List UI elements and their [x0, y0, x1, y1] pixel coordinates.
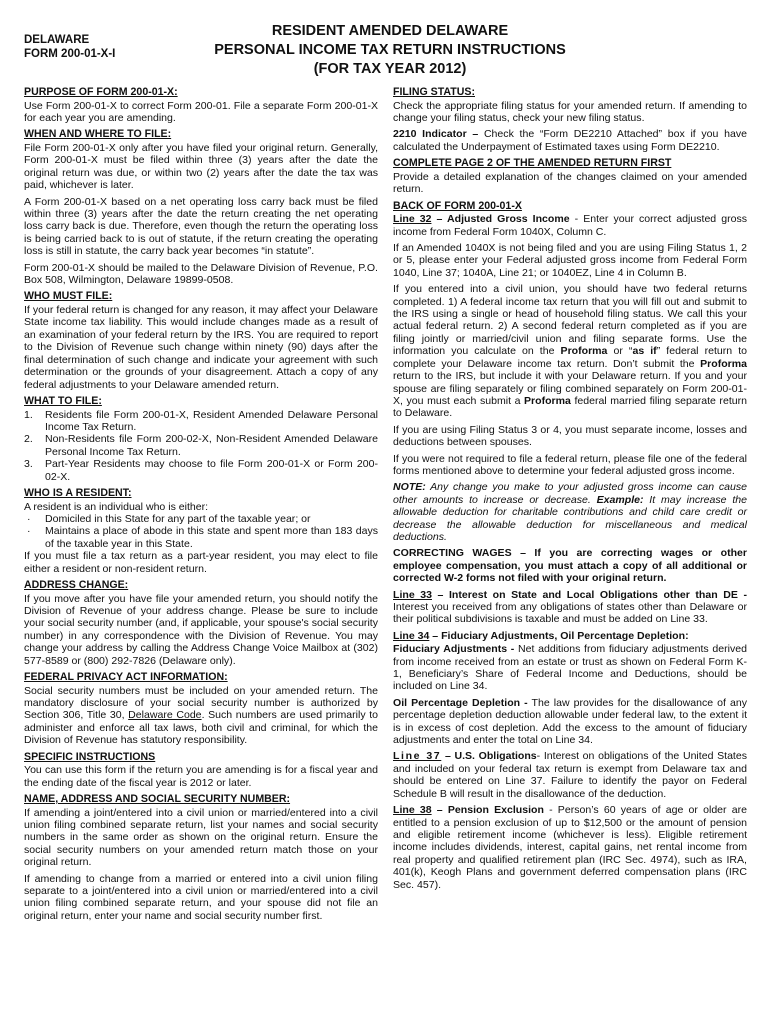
civil-union-text: If you entered into a civil union, you should have two federal returns completed. 1) A federal income tax return that you will fill out and submit to the IRS using a single or head of household filing status. We call this your actual federal return. 2) A second federal return completed as if you are filing jointly or married/civil union and filing separate forms. Use the information you calculate on the Proforma or “as if” federal return to complete your Delaware income tax return. Don’t submit the Proforma return to the IRS, but include it with your Delaware return. If you and your spouse are filing separately or filing combined separately on Form 200-01-X, you must each submit a Proforma federal married filing separate return to Delaware.	[393, 283, 748, 420]
form-identifier	[24, 33, 115, 61]
list-item: 3. Part-Year Residents may choose to file Form 200-01-X or Form 200-02-X.	[24, 458, 378, 483]
specific-text: You can use this form if the return you are amending is for a fiscal year and the ending date of the fiscal year is 2012 or later.	[24, 764, 378, 789]
when-text-3: Form 200-01-X should be mailed to the Delaware Division of Revenue, P.O. Box 508, Wilmington, Delaware 19899-0508.	[24, 261, 378, 287]
address-text: If you move after you have file your amended return, you should notify the Division of Revenue of your address change. Please be sure to include your social security number (and, if applicable, your spouse's social security number) in any correspondence with the Division of Revenue. You may change your address by calling the Address Change Voice Mailbox at (302) 577-8589 or (800) 292-7826 (Delaware only).	[24, 592, 378, 667]
resident-heading: WHO IS A RESIDENT:	[24, 486, 132, 499]
list-item: · Maintains a place of abode in this state and spent more than 183 days of the taxable year in this State.	[27, 525, 378, 550]
filing-text: Check the appropriate filing status for your amended return. If amending to change your filing status, check your new filing status.	[393, 99, 747, 124]
left-column	[24, 86, 378, 926]
right-column	[393, 86, 747, 895]
status34-text: If you are using Filing Status 3 or 4, you must separate income, losses and deductions between spouses.	[393, 423, 747, 449]
line33-text: Line 33 – Interest on State and Local Obligations other than DE - Interest you received from any obligations of states other than Delaware or their political subdivisions is taxable and must be added on Line 33.	[393, 588, 747, 626]
line32-text: Line 32 – Adjusted Gross Income - Enter your correct adjusted gross income from Federal Form 1040X, Column C.	[393, 213, 747, 238]
complete-heading: COMPLETE PAGE 2 OF THE AMENDED RETURN FIRST	[393, 157, 672, 170]
back-heading: BACK OF FORM 200-01-X	[393, 199, 522, 212]
complete-text: Provide a detailed explanation of the changes claimed on your amended return.	[393, 170, 747, 196]
title-line-1: RESIDENT AMENDED DELAWARE	[271, 23, 509, 39]
list-item: · Domiciled in this State for any part of the taxable year; or	[27, 512, 311, 525]
fiduciary-text: Fiduciary Adjustments - Net additions from fiduciary adjustments derived from income received from an estate or trust as shown on Federal Form K-1, Beneficiary’s Share of Federal Income and Deductions, should be included on Line 34.	[393, 643, 747, 693]
title-line-2: PERSONAL INCOME TAX RETURN INSTRUCTIONS	[214, 42, 566, 58]
when-text-1: File Form 200-01-X only after you have filed your original return. Generally, Form 200-01-X must be filed within three (3) years after the date the original return was due, or within two (2) years after the date the tax was paid, whichever is later.	[24, 142, 378, 192]
list-item: 1. Residents file Form 200-01-X, Resident Amended Delaware Personal Income Tax Return.	[24, 408, 378, 433]
list-item: 2. Non-Residents file Form 200-02-X, Non-Resident Amended Delaware Personal Income Tax Return.	[24, 433, 378, 458]
what-list	[24, 409, 378, 483]
resident-intro: A resident is an individual who is either:	[24, 500, 209, 513]
form-number: FORM 200-01-X-I	[24, 48, 116, 60]
line32-text-2: If an Amended 1040X is not being filed and you are using Filing Status 1, 2 or 5, please enter your Federal adjusted gross income from Federal Form 1040, Line 37; 1040A, Line 21; or 1040EZ, Line 4 in Column B.	[393, 242, 747, 279]
resident-text: If you must file a tax return as a part-year resident, you may elect to file either a resident or non-resident return.	[24, 550, 378, 575]
privacy-heading: FEDERAL PRIVACY ACT INFORMATION:	[24, 671, 228, 683]
who-text: If your federal return is changed for any reason, it may affect your Delaware State income tax liability. This would include changes made as a result of an examination of your federal return by the IRS. You are required to report to the Division of Revenue such change within ninety (90) days after the final determination of such change and indicate your agreement with such determination or the grounds of your disagreement. Attach a copy of any federal adjustments to your Delaware amended return.	[24, 304, 378, 391]
purpose-text: Use Form 200-01-X to correct Form 200-01. File a separate Form 200-01-X for each year you are amending.	[24, 99, 378, 124]
when-text-2: A Form 200-01-X based on a net operating loss carry back must be filed within three (3) years after the date the return creating the net operating loss carry back is due. Therefore, even though the return the operating loss is being carried back to is out of statute, if the return creating the operating loss is still in statute, the carry back year becomes “in statute”.	[24, 195, 378, 258]
title-line-3: (FOR TAX YEAR 2012)	[313, 61, 467, 77]
wages-text: CORRECTING WAGES – If you are correcting wages or other employee compensation, you must attach a copy of all additional or corrected W-2 forms not filed with your original return.	[393, 547, 747, 585]
filing-heading: FILING STATUS:	[393, 86, 475, 98]
page-title	[190, 22, 590, 79]
line37-text: Line 37 – U.S. Obligations- Interest on obligations of the United States and included on your federal tax return is exempt from Delaware tax and should be entered on Line 37. Failure to identify the payor on Federal Schedule B will result in the disallowance of the deduction.	[393, 750, 748, 800]
specific-heading: SPECIFIC INSTRUCTIONS	[24, 750, 156, 763]
indicator-text: 2210 Indicator – Check the “Form DE2210 Attached” box if you have calculated the Underpayment of Estimated taxes using Form DE2210.	[393, 128, 747, 153]
privacy-text: Social security numbers must be included on your amended return. The mandatory disclosure of your social security number is authorized by Section 306, Title 30, Delaware Code. Such numbers are used primarily to administer and enforce all tax laws, both civil and criminal, for which the Division of Revenue has statutory responsibility.	[24, 684, 379, 747]
name-heading: NAME, ADDRESS AND SOCIAL SECURITY NUMBER:	[24, 793, 291, 806]
line34-heading: Line 34 – Fiduciary Adjustments, Oil Percentage Depletion:	[393, 629, 689, 642]
oil-depletion-text: Oil Percentage Depletion - The law provides for the disallowance of any percentage depletion deduction allowable under federal law, to the extent it is in excess of cost depletion. Add the excess to the amount of fiduciary adjustments and enter the total on Line 34.	[393, 696, 748, 747]
name-text-1: If amending a joint/entered into a civil union or married/entered into a civil union filing combined separate return, list your names and social security numbers in the same order as shown on the original return. Ensure the social security numbers on your amended return match those on your original return.	[24, 806, 378, 869]
when-heading: WHEN AND WHERE TO FILE:	[24, 128, 172, 141]
not-required-text: If you were not required to file a federal return, please file one of the federal forms mentioned above to determine your federal adjusted gross income.	[393, 452, 747, 477]
purpose-heading: PURPOSE OF FORM 200-01-X:	[24, 86, 178, 98]
note-text: NOTE: Any change you make to your adjusted gross income can cause other amounts to increase or decrease. Example: It may increase the allowable deduction for charitable contributions and child care credit or decrease the allowable deduction for miscellaneous and medical deductions.	[393, 481, 747, 543]
form-state: DELAWARE	[24, 34, 90, 46]
address-heading: ADDRESS CHANGE:	[24, 578, 129, 591]
what-heading: WHAT TO FILE:	[24, 394, 102, 407]
line38-text: Line 38 – Pension Exclusion - Person’s 60 years of age or older are entitled to a pension exclusion of up to $12,500 or the amount of pension and eligible retirement income (whichever is less). Eligible retirement income includes dividends, interest, capital gains, net rental income from real property and qualified retirement plan (IRC Sec. 4974), such as IRA, 401(k), Keogh Plans and government deferred compensation plans (IRC Sec. 457).	[393, 804, 748, 891]
name-text-2: If amending to change from a married or entered into a civil union filing separate to a joint/entered into a civil union or married/entered into a civil union filing combined separate return, and your spouse did not file an original return, enter your name and social security number first.	[24, 872, 378, 922]
delaware-code-ref: Delaware Code	[128, 709, 202, 722]
who-heading: WHO MUST FILE:	[24, 290, 113, 303]
